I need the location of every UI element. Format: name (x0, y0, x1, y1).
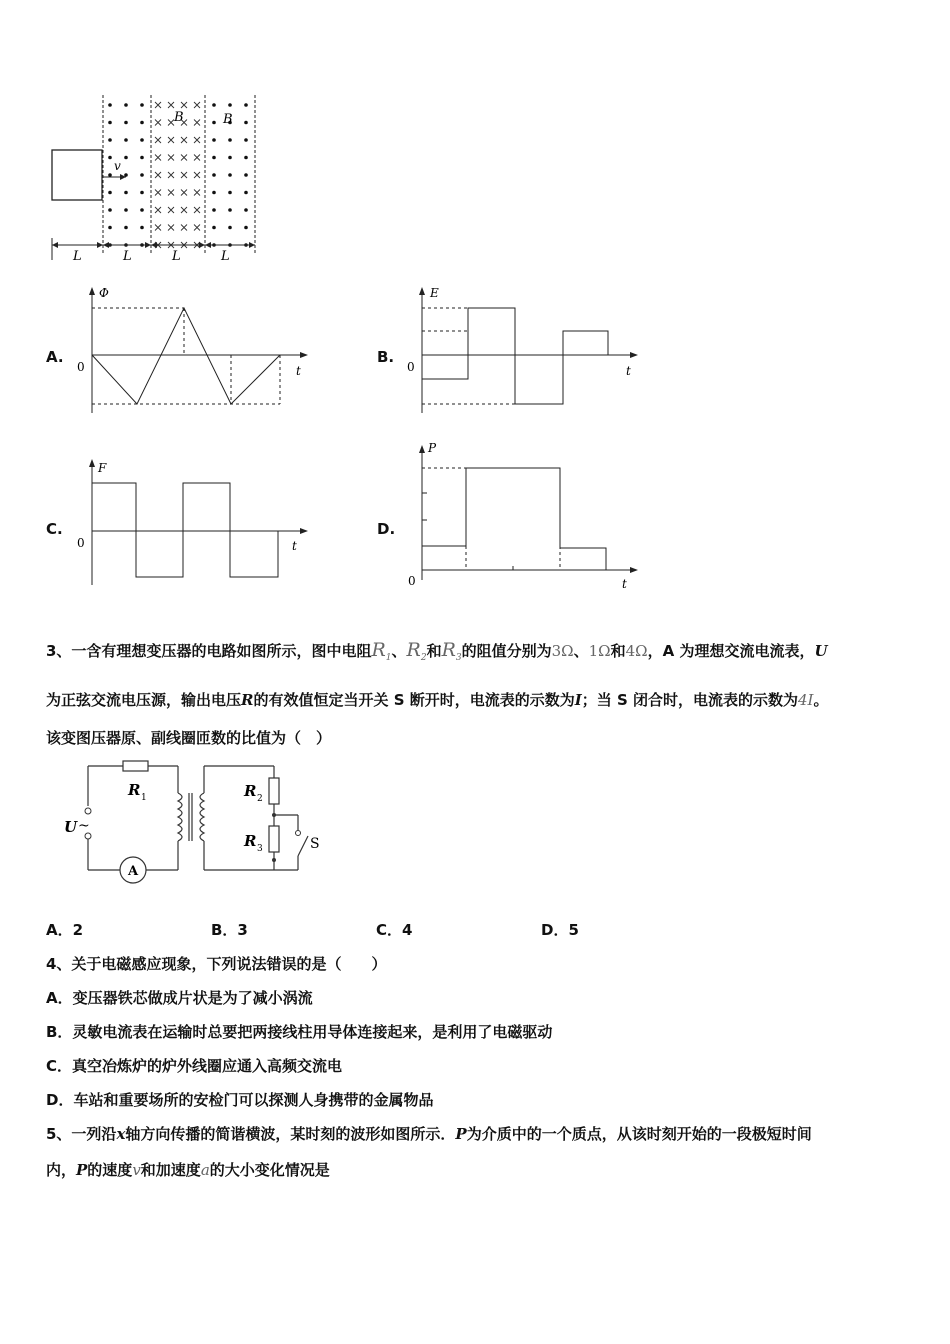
option-d-label: D. (377, 520, 396, 538)
field-dot (228, 103, 232, 107)
velocity-label: v (114, 159, 121, 173)
field-dot (108, 121, 112, 125)
r3-symbol: R (441, 639, 456, 661)
r2-sub: 2 (420, 653, 427, 663)
field-cross (194, 207, 200, 213)
field-dot (244, 191, 248, 195)
q4-stem: 4、关于电磁感应现象，下列说法错误的是（ ） (46, 955, 387, 973)
q3-line-2 (46, 690, 829, 710)
field-dot (108, 208, 112, 212)
q5-text-g: 的大小变化情况是 (209, 1161, 330, 1179)
field-b2-label: B (223, 112, 233, 127)
circuit-r2-label: R (244, 782, 257, 800)
q3-text-b: 的阻值分别为 (461, 642, 552, 660)
field-dot (140, 191, 144, 195)
r2-symbol: R (406, 639, 421, 661)
field-dot (228, 138, 232, 142)
field-dot (212, 121, 216, 125)
field-dot (244, 103, 248, 107)
field-cross (194, 225, 200, 231)
field-cross (194, 120, 200, 126)
field-dot (212, 173, 216, 177)
field-dot (228, 173, 232, 177)
q4-option-c[interactable]: C．真空冶炼炉的炉外线圈应通入高频交流电 (46, 1057, 343, 1075)
field-cross (155, 172, 161, 178)
field-dot (212, 226, 216, 230)
field-cross (194, 190, 200, 196)
q3-option-b[interactable]: B．3 (211, 921, 248, 939)
field-cross (168, 225, 174, 231)
q3-r-symbol: R (241, 691, 254, 709)
field-dot (108, 156, 112, 160)
graph-a-ylabel: Φ (99, 286, 109, 300)
graph-a (70, 283, 320, 418)
field-dot (212, 138, 216, 142)
q3-text-c: ，A 为理想交流电流表， (647, 642, 815, 660)
q5-text-f: 和加速度 (140, 1161, 201, 1179)
field-cross (155, 137, 161, 143)
field-cross (181, 155, 187, 161)
r1-sub: 1 (385, 653, 392, 663)
field-cross (168, 172, 174, 178)
q3-text-d: 为正弦交流电压源，输出电压 (46, 691, 242, 709)
q3-u-symbol: U (814, 642, 828, 660)
field-cross (168, 207, 174, 213)
field-dot (124, 156, 128, 160)
circuit-r2-sub: 2 (257, 794, 263, 804)
q5-text-c: 为介质中的一个质点，从该时刻开始的一段极短时间 (466, 1125, 812, 1143)
field-dot (124, 121, 128, 125)
field-cross (181, 102, 187, 108)
r3-sub: 3 (455, 653, 462, 663)
field-dot (212, 208, 216, 212)
field-dot (108, 173, 112, 177)
field-dot (140, 121, 144, 125)
field-dot (140, 103, 144, 107)
length-label-1: L (73, 249, 82, 264)
q3-and-1: 和 (426, 642, 442, 660)
field-b1-label: B (174, 110, 184, 125)
field-dot (108, 191, 112, 195)
graph-c-origin: 0 (77, 536, 85, 550)
length-label-3: L (172, 249, 181, 264)
q3-i-symbol: I (574, 691, 582, 709)
graph-c-xlabel: t (292, 539, 297, 553)
q4-option-b[interactable]: B．灵敏电流表在运输时总要把两接线柱用导体连接起来，是利用了电磁驱动 (46, 1023, 553, 1041)
field-cross (181, 207, 187, 213)
q3-line-3: 该变图压器原、副线圈匝数的比值为（ ） (46, 729, 332, 747)
field-cross (155, 102, 161, 108)
switch-s (298, 836, 308, 856)
graph-b-xlabel: t (626, 364, 631, 378)
r1-symbol: R (371, 639, 386, 661)
field-dot (228, 156, 232, 160)
field-dot (244, 121, 248, 125)
field-dot (244, 208, 248, 212)
q5-v-symbol: v (132, 1161, 141, 1179)
field-dot (244, 138, 248, 142)
q5-x-symbol: x (116, 1125, 126, 1143)
graph-c (70, 455, 320, 590)
graph-d-ylabel: P (428, 441, 437, 455)
q3-and-2: 和 (610, 642, 626, 660)
field-cross (181, 137, 187, 143)
field-dot (140, 226, 144, 230)
q3-text-f: ；当 S 闭合时，电流表的示数为 (581, 691, 799, 709)
field-cross (168, 102, 174, 108)
q5-text-a: 5、一列沿 (46, 1125, 117, 1143)
field-dot (228, 226, 232, 230)
field-dot (140, 156, 144, 160)
option-a-label: A. (46, 348, 64, 366)
q5-text-d: 内， (46, 1161, 77, 1179)
field-dot (124, 138, 128, 142)
field-cross (168, 190, 174, 196)
resistor-r2 (269, 778, 279, 804)
field-dot (140, 138, 144, 142)
option-b-label: B. (377, 348, 395, 366)
q3-option-c[interactable]: C．4 (376, 921, 413, 939)
value-1-ohm: 1Ω (588, 642, 611, 660)
field-dot (140, 173, 144, 177)
value-4-ohm: 4Ω (625, 642, 648, 660)
field-dot (108, 103, 112, 107)
q3-sep-2: 、 (573, 642, 589, 660)
q5-line-2 (46, 1160, 330, 1180)
secondary-coil (200, 793, 204, 841)
field-dot (124, 191, 128, 195)
graph-b (400, 283, 650, 418)
q4-option-d[interactable]: D．车站和重要场所的安检门可以探测人身携带的金属物品 (46, 1091, 434, 1109)
q5-p-symbol-2: P (76, 1161, 88, 1179)
q5-text-b: 轴方向传播的简谐横波，某时刻的波形如图所示． (125, 1125, 456, 1143)
q5-text-e: 的速度 (87, 1161, 133, 1179)
graph-a-origin: 0 (77, 360, 85, 374)
field-dot (212, 156, 216, 160)
q5-line-1 (46, 1124, 812, 1144)
field-dot (140, 208, 144, 212)
circuit-r1-label: R (128, 781, 141, 799)
field-dot (108, 138, 112, 142)
field-cross (155, 207, 161, 213)
field-dot (244, 226, 248, 230)
field-cross (155, 190, 161, 196)
circuit-u-label: U (64, 818, 78, 836)
resistor-r1 (123, 761, 148, 771)
field-dot (124, 103, 128, 107)
field-dot (244, 156, 248, 160)
circuit-r1-sub: 1 (141, 793, 147, 803)
field-cross (168, 155, 174, 161)
field-cross (181, 190, 187, 196)
q3-text-e: 的有效值恒定当开关 S 断开时，电流表的示数为 (253, 691, 575, 709)
q3-text-a: 3、一含有理想变压器的电路如图所示，图中电阻 (46, 642, 372, 660)
length-label-2: L (123, 249, 132, 264)
length-label-4: L (221, 249, 230, 264)
field-cross (194, 137, 200, 143)
circuit-r3-sub: 3 (257, 844, 263, 854)
option-c-label: C. (46, 520, 63, 538)
field-cross (194, 102, 200, 108)
field-dot (124, 208, 128, 212)
field-dot (212, 103, 216, 107)
field-cross (155, 155, 161, 161)
q3-option-d[interactable]: D．5 (541, 921, 579, 939)
field-dot (124, 173, 128, 177)
q3-text-g: 。 (813, 691, 829, 709)
field-cross (194, 155, 200, 161)
ammeter-label: A (128, 864, 139, 879)
resistor-r3 (269, 826, 279, 852)
q4-option-a[interactable]: A．变压器铁芯做成片状是为了减小涡流 (46, 989, 313, 1007)
circuit-r3-label: R (244, 832, 257, 850)
field-cross (155, 225, 161, 231)
field-cross (168, 137, 174, 143)
graph-d-origin: 0 (408, 574, 416, 588)
field-dot (228, 208, 232, 212)
square-loop (52, 150, 102, 200)
q5-p-symbol: P (455, 1125, 467, 1143)
q3-line-1 (46, 640, 828, 668)
graph-a-xlabel: t (296, 364, 301, 378)
field-cross (181, 172, 187, 178)
field-dot (228, 191, 232, 195)
graph-b-ylabel: E (430, 286, 439, 300)
q5-a-symbol: a (200, 1161, 210, 1179)
field-diagram (48, 95, 268, 265)
transformer-circuit (58, 758, 338, 888)
field-cross (181, 225, 187, 231)
q3-4i-value: 4I (798, 691, 814, 709)
field-dot (108, 226, 112, 230)
graph-b-origin: 0 (407, 360, 415, 374)
field-dot (212, 191, 216, 195)
graph-d-xlabel: t (622, 577, 627, 591)
circuit-ac-symbol: ~ (78, 818, 90, 834)
graph-c-ylabel: F (98, 461, 107, 475)
field-dot (124, 226, 128, 230)
q3-option-a[interactable]: A．2 (46, 921, 84, 939)
primary-coil (178, 793, 182, 841)
graph-d (400, 438, 650, 598)
circuit-switch-label: S (310, 836, 320, 852)
field-dot (244, 173, 248, 177)
value-3-ohm: 3Ω (551, 642, 574, 660)
field-cross (155, 120, 161, 126)
q3-sep-1: 、 (391, 642, 407, 660)
field-cross (194, 172, 200, 178)
